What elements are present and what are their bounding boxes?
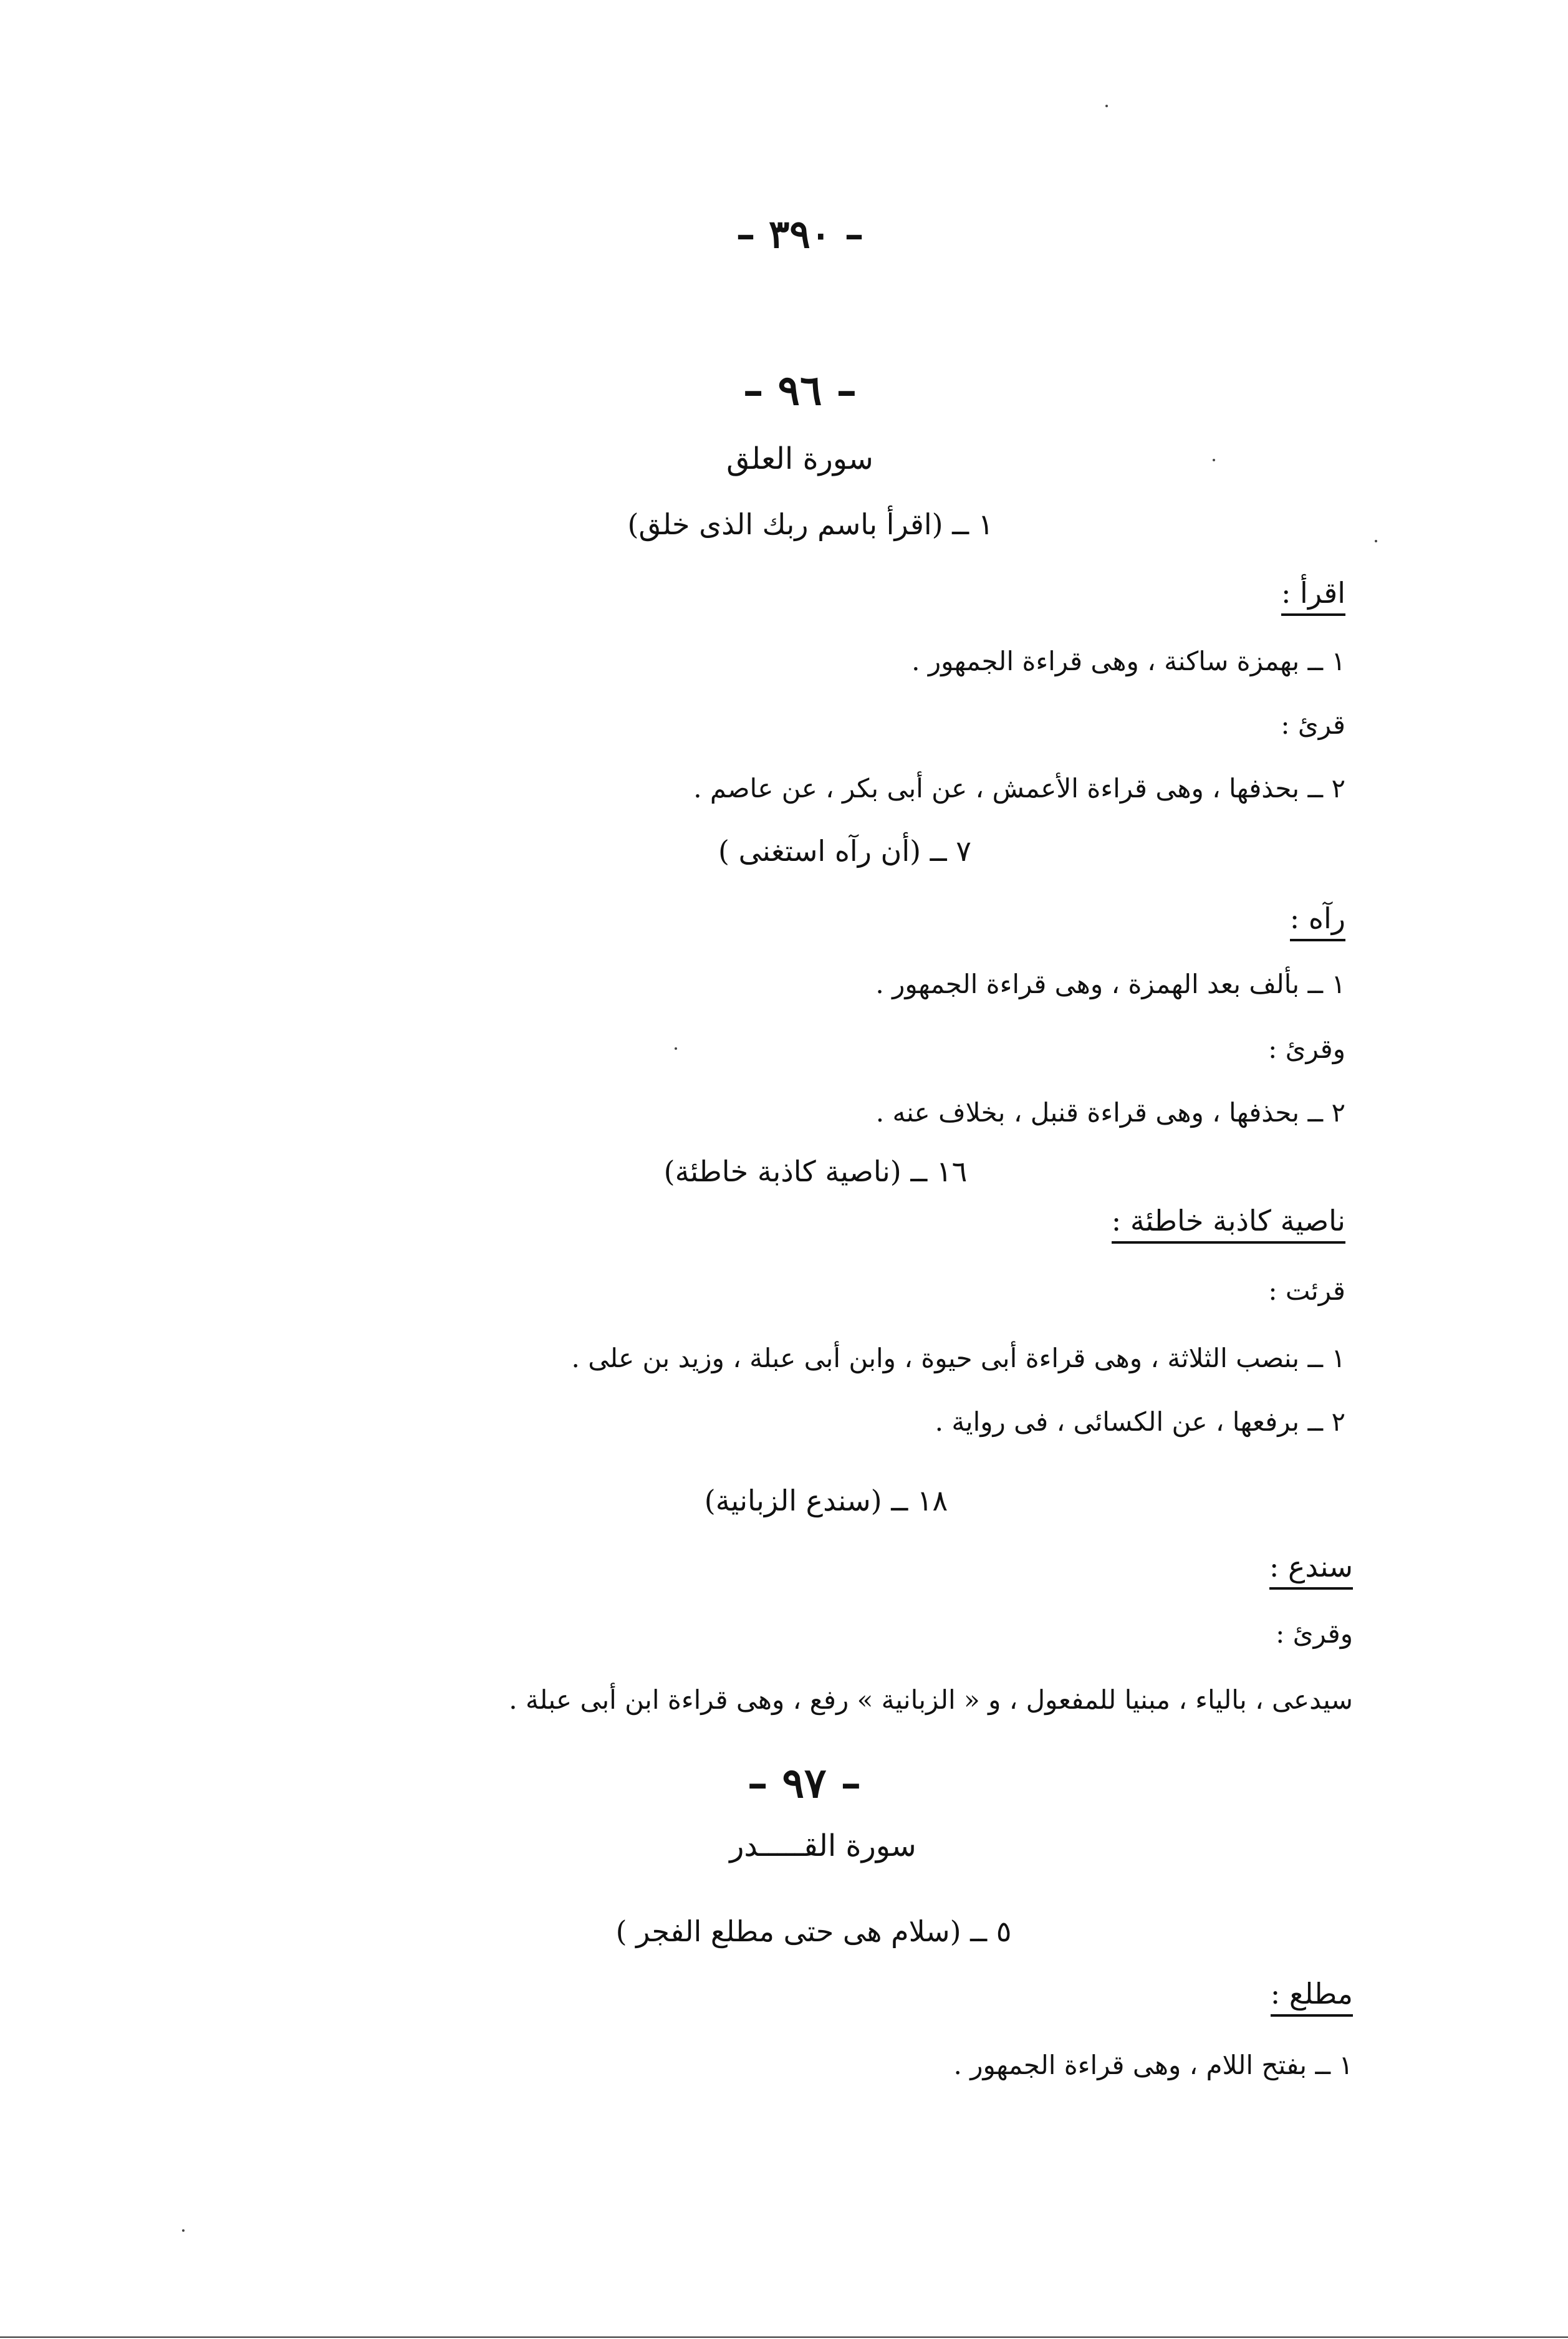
nasiya-reading-2: ٢ ــ برفعها ، عن الكسائى ، فى رواية . <box>935 1406 1345 1437</box>
matla-reading-1: ١ ــ بفتح اللام ، وهى قراءة الجمهور . <box>953 2050 1353 2080</box>
raah-reading-1: ١ ــ بألف بعد الهمزة ، وهى قراءة الجمهور . <box>875 969 1345 999</box>
qurie-label-2: وقرئ : <box>1268 1034 1345 1064</box>
speck <box>1375 540 1377 542</box>
speck <box>1213 459 1215 461</box>
speck <box>675 1047 677 1050</box>
sura-97-number: – ٩٧ – <box>747 1759 862 1807</box>
verse-18-heading: ١٨ ــ (سندع الزبانية) <box>704 1484 948 1517</box>
iqra-reading-2: ٢ ــ بحذفها ، وهى قراءة الأعمش ، عن أبى بكر ، عن عاصم . <box>693 773 1345 804</box>
verse-16-heading: ١٦ ــ (ناصية كاذبة خاطئة) <box>663 1155 968 1188</box>
sura-97-title: سورة القـــــدر <box>729 1828 916 1863</box>
verse-5-heading: ٥ ــ (سلام هى حتى مطلع الفجر ) <box>615 1914 1012 1948</box>
word-raah-heading: رآه : <box>1290 904 1345 941</box>
sura-96-number: – ٩٦ – <box>743 366 857 415</box>
word-sanda-heading: سندع : <box>1269 1552 1353 1590</box>
iqra-reading-1: ١ ــ بهمزة ساكنة ، وهى قراءة الجمهور . <box>911 646 1345 676</box>
speck <box>1105 105 1108 107</box>
verse-7-heading: ٧ ــ (أن رآه استغنى ) <box>718 834 971 868</box>
raah-reading-2: ٢ ــ بحذفها ، وهى قراءة قنبل ، بخلاف عنه . <box>875 1097 1345 1128</box>
word-matla-heading: مطلع : <box>1271 1979 1353 2017</box>
sanda-reading-1: سيدعى ، بالياء ، مبنيا للمفعول ، و « الزبانية » رفع ، وهى قراءة ابن أبى عبلة . <box>509 1684 1353 1715</box>
verse-1-heading: ١ ــ (اقرأ باسم ربك الذى خلق) <box>627 507 994 541</box>
qurie-label-1: قرئ : <box>1281 709 1345 740</box>
quriat-label: قرئت : <box>1268 1275 1345 1306</box>
sura-96-title: سورة العلق <box>726 441 873 476</box>
speck <box>182 2229 185 2232</box>
nasiya-reading-1: ١ ــ بنصب الثلاثة ، وهى قراءة أبى حيوة ، وابن أبى عبلة ، وزيد بن على . <box>571 1343 1345 1373</box>
page-number: – ٣٩٠ – <box>736 211 864 257</box>
bottom-border-line <box>0 2337 1568 2338</box>
word-nasiya-heading: ناصية كاذبة خاطئة : <box>1112 1206 1345 1244</box>
word-iqra-heading: اقرأ : <box>1281 579 1345 616</box>
qurie-label-3: وقرئ : <box>1276 1618 1353 1649</box>
